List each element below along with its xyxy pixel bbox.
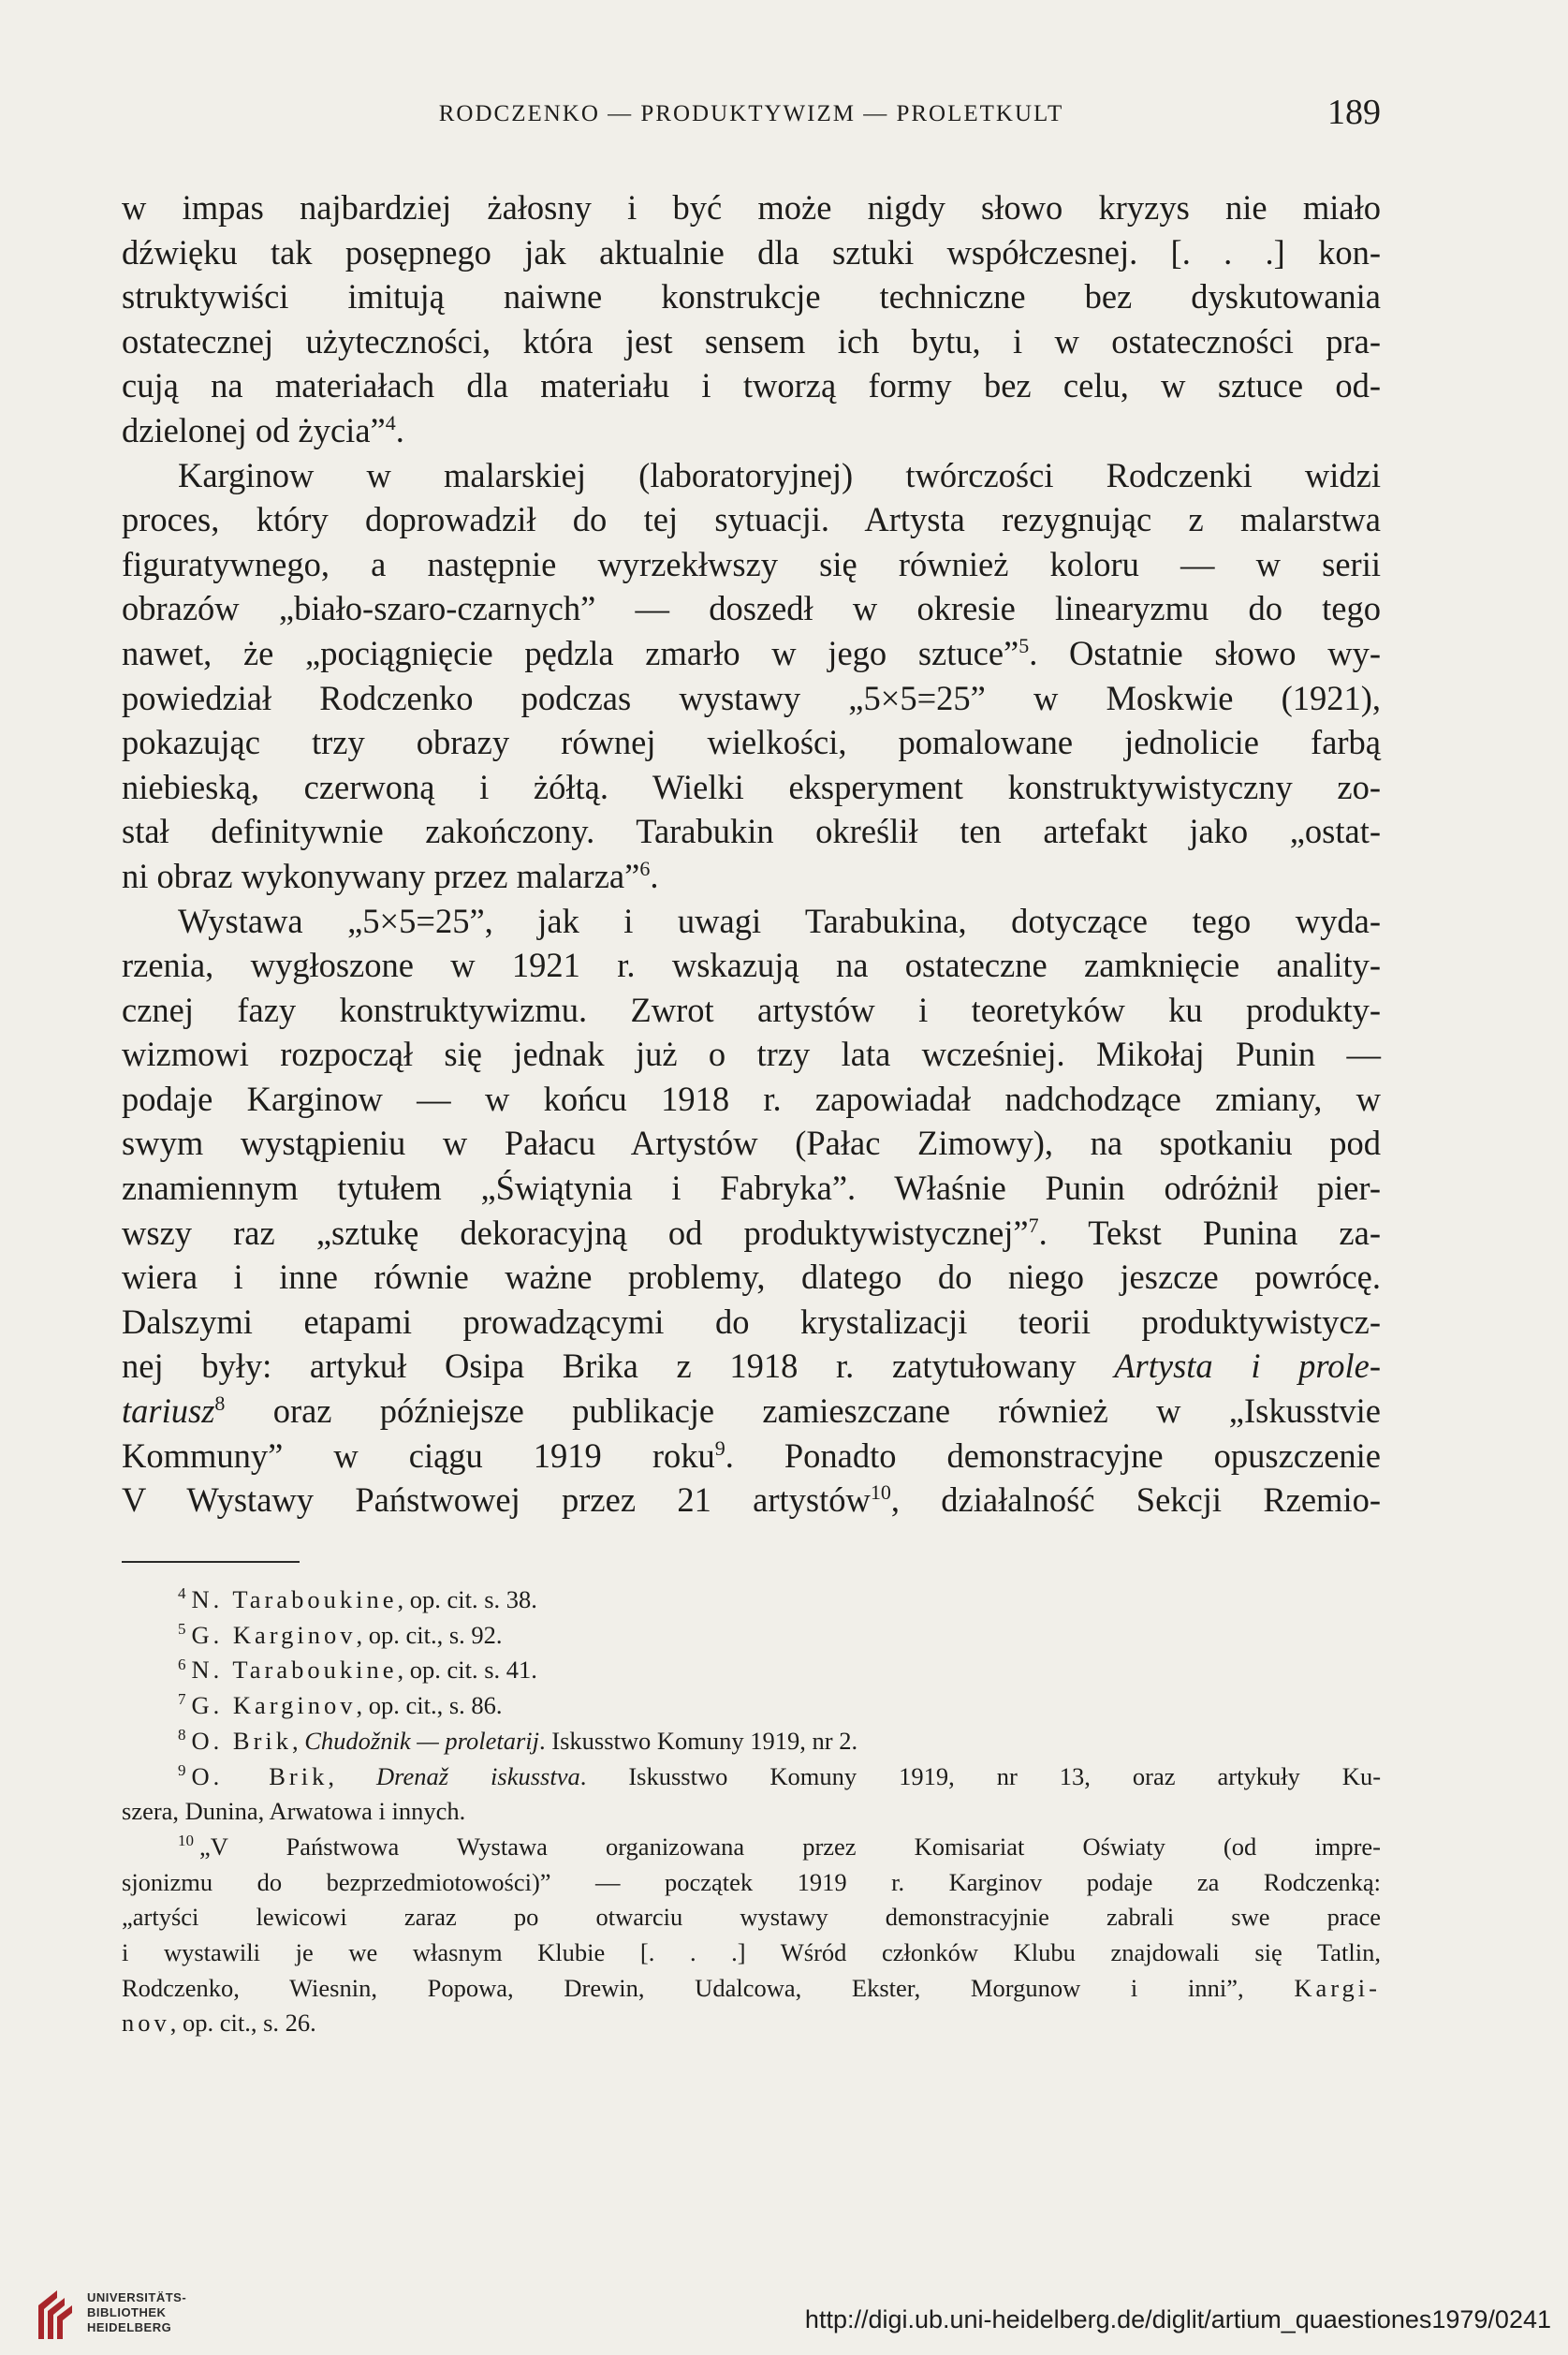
footnote-text: , op. cit., s. 86.	[356, 1691, 503, 1720]
footnote-ref-9[interactable]: 9	[714, 1435, 725, 1460]
footnote-line: „artyści lewicowi zaraz po otwarciu wystawy demonstracyjnie zabrali swe prace	[122, 1903, 1381, 1932]
text-line: figuratywnego, a następnie wyrzekłwszy się również koloru — w serii	[122, 544, 1381, 583]
footnote-text: , op. cit., s. 26.	[169, 2009, 316, 2038]
text-line	[122, 854, 1381, 899]
text-line: swym wystąpieniu w Pałacu Artystów (Pałac Zimowy), na spotkaniu pod	[122, 1124, 1381, 1163]
footnote-title: Chudožnik — proletarij	[304, 1726, 540, 1755]
footnote-author: Kargi-	[1294, 1973, 1381, 2002]
library-emblem-icon	[33, 2285, 78, 2341]
text-line: powiedział Rodczenko podczas wystawy „5×5=25” w Moskwie (1921),	[122, 678, 1381, 717]
text-line: wizmowi rozpoczął się jednak już o trzy lata wcześniej. Mikołaj Punin —	[122, 1035, 1381, 1074]
text-line: rzenia, wygłoszone w 1921 r. wskazują na ostateczne zamknięcie anality-	[122, 946, 1381, 985]
footnote-line	[122, 1830, 1381, 1865]
footnote-line: i wystawili je we własnym Klubie [. . .] Wśród członków Klubu znajdowali się Tatlin,	[122, 1938, 1381, 1967]
footnote-text: „V Państwowa Wystawa organizowana przez Komisariat Oświaty (od impre-	[199, 1832, 1381, 1861]
footnote-ref-8[interactable]: 8	[214, 1391, 226, 1415]
text-line	[122, 631, 1381, 676]
text-line	[122, 1389, 1381, 1434]
footnote-divider	[122, 1561, 300, 1563]
text-run: .	[395, 410, 404, 449]
footnote-line	[122, 1759, 1381, 1795]
footnote-text: Rodczenko, Wiesnin, Popowa, Drewin, Udalcowa, Ekster, Morgunow i inni”,	[122, 1973, 1295, 2002]
body-text	[122, 185, 1381, 1523]
text-run: wszy raz „sztukę dekoracyjną od produktywistycznej”	[122, 1213, 1029, 1252]
text-line: znamiennym tytułem „Świątynia i Fabryka”. Właśnie Punin odróżnił pier-	[122, 1169, 1381, 1208]
footnote-author: O. Brik	[191, 1726, 292, 1755]
footnote-6	[122, 1653, 1381, 1688]
footnote-author: G. Karginov	[191, 1691, 357, 1720]
footnote-ref-6[interactable]: 6	[639, 856, 651, 880]
footnote-number: 6	[178, 1655, 186, 1673]
paragraph-3	[122, 899, 1381, 1523]
running-head: RODCZENKO — PRODUKTYWIZM — PROLETKULT	[438, 101, 1064, 126]
footnote-line: szera, Dunina, Arwatowa i innych.	[122, 1797, 466, 1826]
library-name-line: BIBLIOTHEK	[87, 2305, 167, 2319]
footnote-line: sjonizmu do bezprzedmiotowości)” — początek 1919 r. Karginov podaje za Rodczenką:	[122, 1867, 1381, 1896]
library-name-line: UNIVERSITÄTS-	[87, 2290, 187, 2304]
footnote-author: N. Taraboukine	[191, 1656, 398, 1685]
text-line: stał definitywnie zakończony. Tarabukin określił ten artefakt jako „ostat-	[122, 812, 1381, 851]
text-run: . Ostatnie słowo wy-	[1029, 633, 1381, 672]
paragraph-1	[122, 185, 1381, 453]
text-line: niebieską, czerwoną i żółtą. Wielki eksperyment konstruktywistyczny zo-	[122, 767, 1381, 806]
text-run: .	[650, 856, 659, 895]
text-line	[122, 408, 1381, 453]
footnote-author: N. Taraboukine	[191, 1585, 398, 1613]
paragraph-2	[122, 453, 1381, 899]
page-header	[122, 92, 1381, 148]
footnotes	[122, 1582, 1381, 2041]
footnote-7	[122, 1688, 1381, 1724]
text-run: Kommuny” w ciągu 1919 roku	[122, 1435, 715, 1475]
text-run: nej były: artykuł Osipa Brika z 1918 r. zatytułowany	[122, 1347, 1115, 1386]
text-line: ostatecznej użyteczności, która jest sensem ich bytu, i w ostateczności pra-	[122, 321, 1381, 361]
footnote-text: , op. cit., s. 92.	[356, 1620, 503, 1649]
text-run: ni obraz wykonywany przez malarza”	[122, 856, 640, 895]
text-line: podaje Karginow — w końcu 1918 r. zapowiadał nadchodzące zmiany, w	[122, 1079, 1381, 1118]
footnote-text: . Iskusstwo Komuny 1919, nr 2.	[539, 1726, 858, 1755]
text-line: w impas najbardziej żałosny i być może nigdy słowo kryzys nie miało	[122, 188, 1381, 227]
text-run: nawet, że „pociągnięcie pędzla zmarło w jego sztuce”	[122, 633, 1019, 672]
footnote-number: 4	[178, 1584, 186, 1603]
source-url[interactable]: http://digi.ub.uni-heidelberg.de/diglit/artium_quaestiones1979/0241	[804, 2305, 1551, 2333]
footnote-text: . Iskusstwo Komuny 1919, nr 13, oraz artykuły Ku-	[579, 1761, 1382, 1790]
text-run: dzielonej od życia”	[122, 410, 386, 449]
footnote-title: Drenaž iskusstva	[376, 1761, 580, 1790]
text-line: proces, który doprowadził do tej sytuacji. Artysta rezygnując z malarstwa	[122, 500, 1381, 539]
footnote-line	[122, 1971, 1381, 2007]
footnote-number: 5	[178, 1619, 186, 1638]
text-line	[122, 1434, 1381, 1479]
footnote-author: O. Brik	[191, 1761, 329, 1790]
library-name	[87, 2290, 186, 2335]
library-logo[interactable]	[33, 2285, 239, 2341]
library-name-line: HEIDELBERG	[87, 2320, 172, 2334]
text-line	[122, 1478, 1381, 1523]
footnote-author: G. Karginov	[191, 1620, 357, 1649]
book-title: tariusz	[122, 1391, 215, 1431]
footnote-number: 7	[178, 1690, 186, 1709]
footnote-8	[122, 1724, 1381, 1759]
text-line: cznej fazy konstruktywizmu. Zwrot artystów i teoretyków ku produkty-	[122, 990, 1381, 1029]
book-title: Artysta i prole-	[1114, 1347, 1381, 1386]
footnote-text: ,	[292, 1726, 305, 1755]
page-number: 189	[1327, 93, 1381, 132]
text-run: , działalność Sekcji Rzemio-	[890, 1480, 1381, 1520]
footnote-5	[122, 1618, 1381, 1654]
text-line: struktywiści imitują naiwne konstrukcje techniczne bez dyskutowania	[122, 277, 1381, 316]
footnote-number: 10	[178, 1832, 194, 1850]
footnote-ref-5[interactable]: 5	[1018, 633, 1030, 657]
footnote-author: nov	[122, 2009, 170, 2038]
text-line: pokazując trzy obrazy równej wielkości, pomalowane jednolicie farbą	[122, 723, 1381, 762]
text-line	[122, 1344, 1381, 1389]
footnote-line	[122, 2006, 1381, 2041]
footnote-4	[122, 1582, 1381, 1618]
text-run: . Tekst Punina za-	[1038, 1213, 1381, 1252]
text-line: Wystawa „5×5=25”, jak i uwagi Tarabukina, dotyczące tego wyda-	[178, 901, 1381, 940]
text-run: V Wystawy Państwowej przez 21 artystów	[122, 1480, 871, 1520]
footnote-number: 9	[178, 1760, 186, 1779]
footnote-ref-4[interactable]: 4	[385, 410, 396, 434]
text-line	[122, 1211, 1381, 1256]
text-run: oraz późniejsze publikacje zamieszczane również w „Iskusstvie	[225, 1391, 1381, 1431]
footnote-text: ,	[328, 1761, 376, 1790]
footnote-text: , op. cit. s. 38.	[397, 1585, 537, 1613]
text-run: . Ponadto demonstracyjne opuszczenie	[725, 1435, 1381, 1475]
footnote-ref-7[interactable]: 7	[1028, 1213, 1039, 1237]
text-line: wiera i inne równie ważne problemy, dlatego do niego jeszcze powrócę.	[122, 1258, 1381, 1297]
footnote-text: , op. cit. s. 41.	[397, 1656, 537, 1685]
text-line: dźwięku tak posępnego jak aktualnie dla sztuki współczesnej. [. . .] kon-	[122, 232, 1381, 272]
footnote-10	[122, 1830, 1381, 2041]
footnote-number: 8	[178, 1725, 186, 1744]
text-line: Dalszymi etapami prowadzącymi do krystalizacji teorii produktywistycz-	[122, 1302, 1381, 1341]
text-line: cują na materiałach dla materiału i tworzą formy bez celu, w sztuce od-	[122, 366, 1381, 405]
text-line: obrazów „biało-szaro-czarnych” — doszedł w okresie linearyzmu do tego	[122, 589, 1381, 628]
footnote-9	[122, 1759, 1381, 1830]
text-line: Karginow w malarskiej (laboratoryjnej) twórczości Rodczenki widzi	[178, 455, 1381, 494]
footnote-ref-10[interactable]: 10	[870, 1480, 891, 1505]
